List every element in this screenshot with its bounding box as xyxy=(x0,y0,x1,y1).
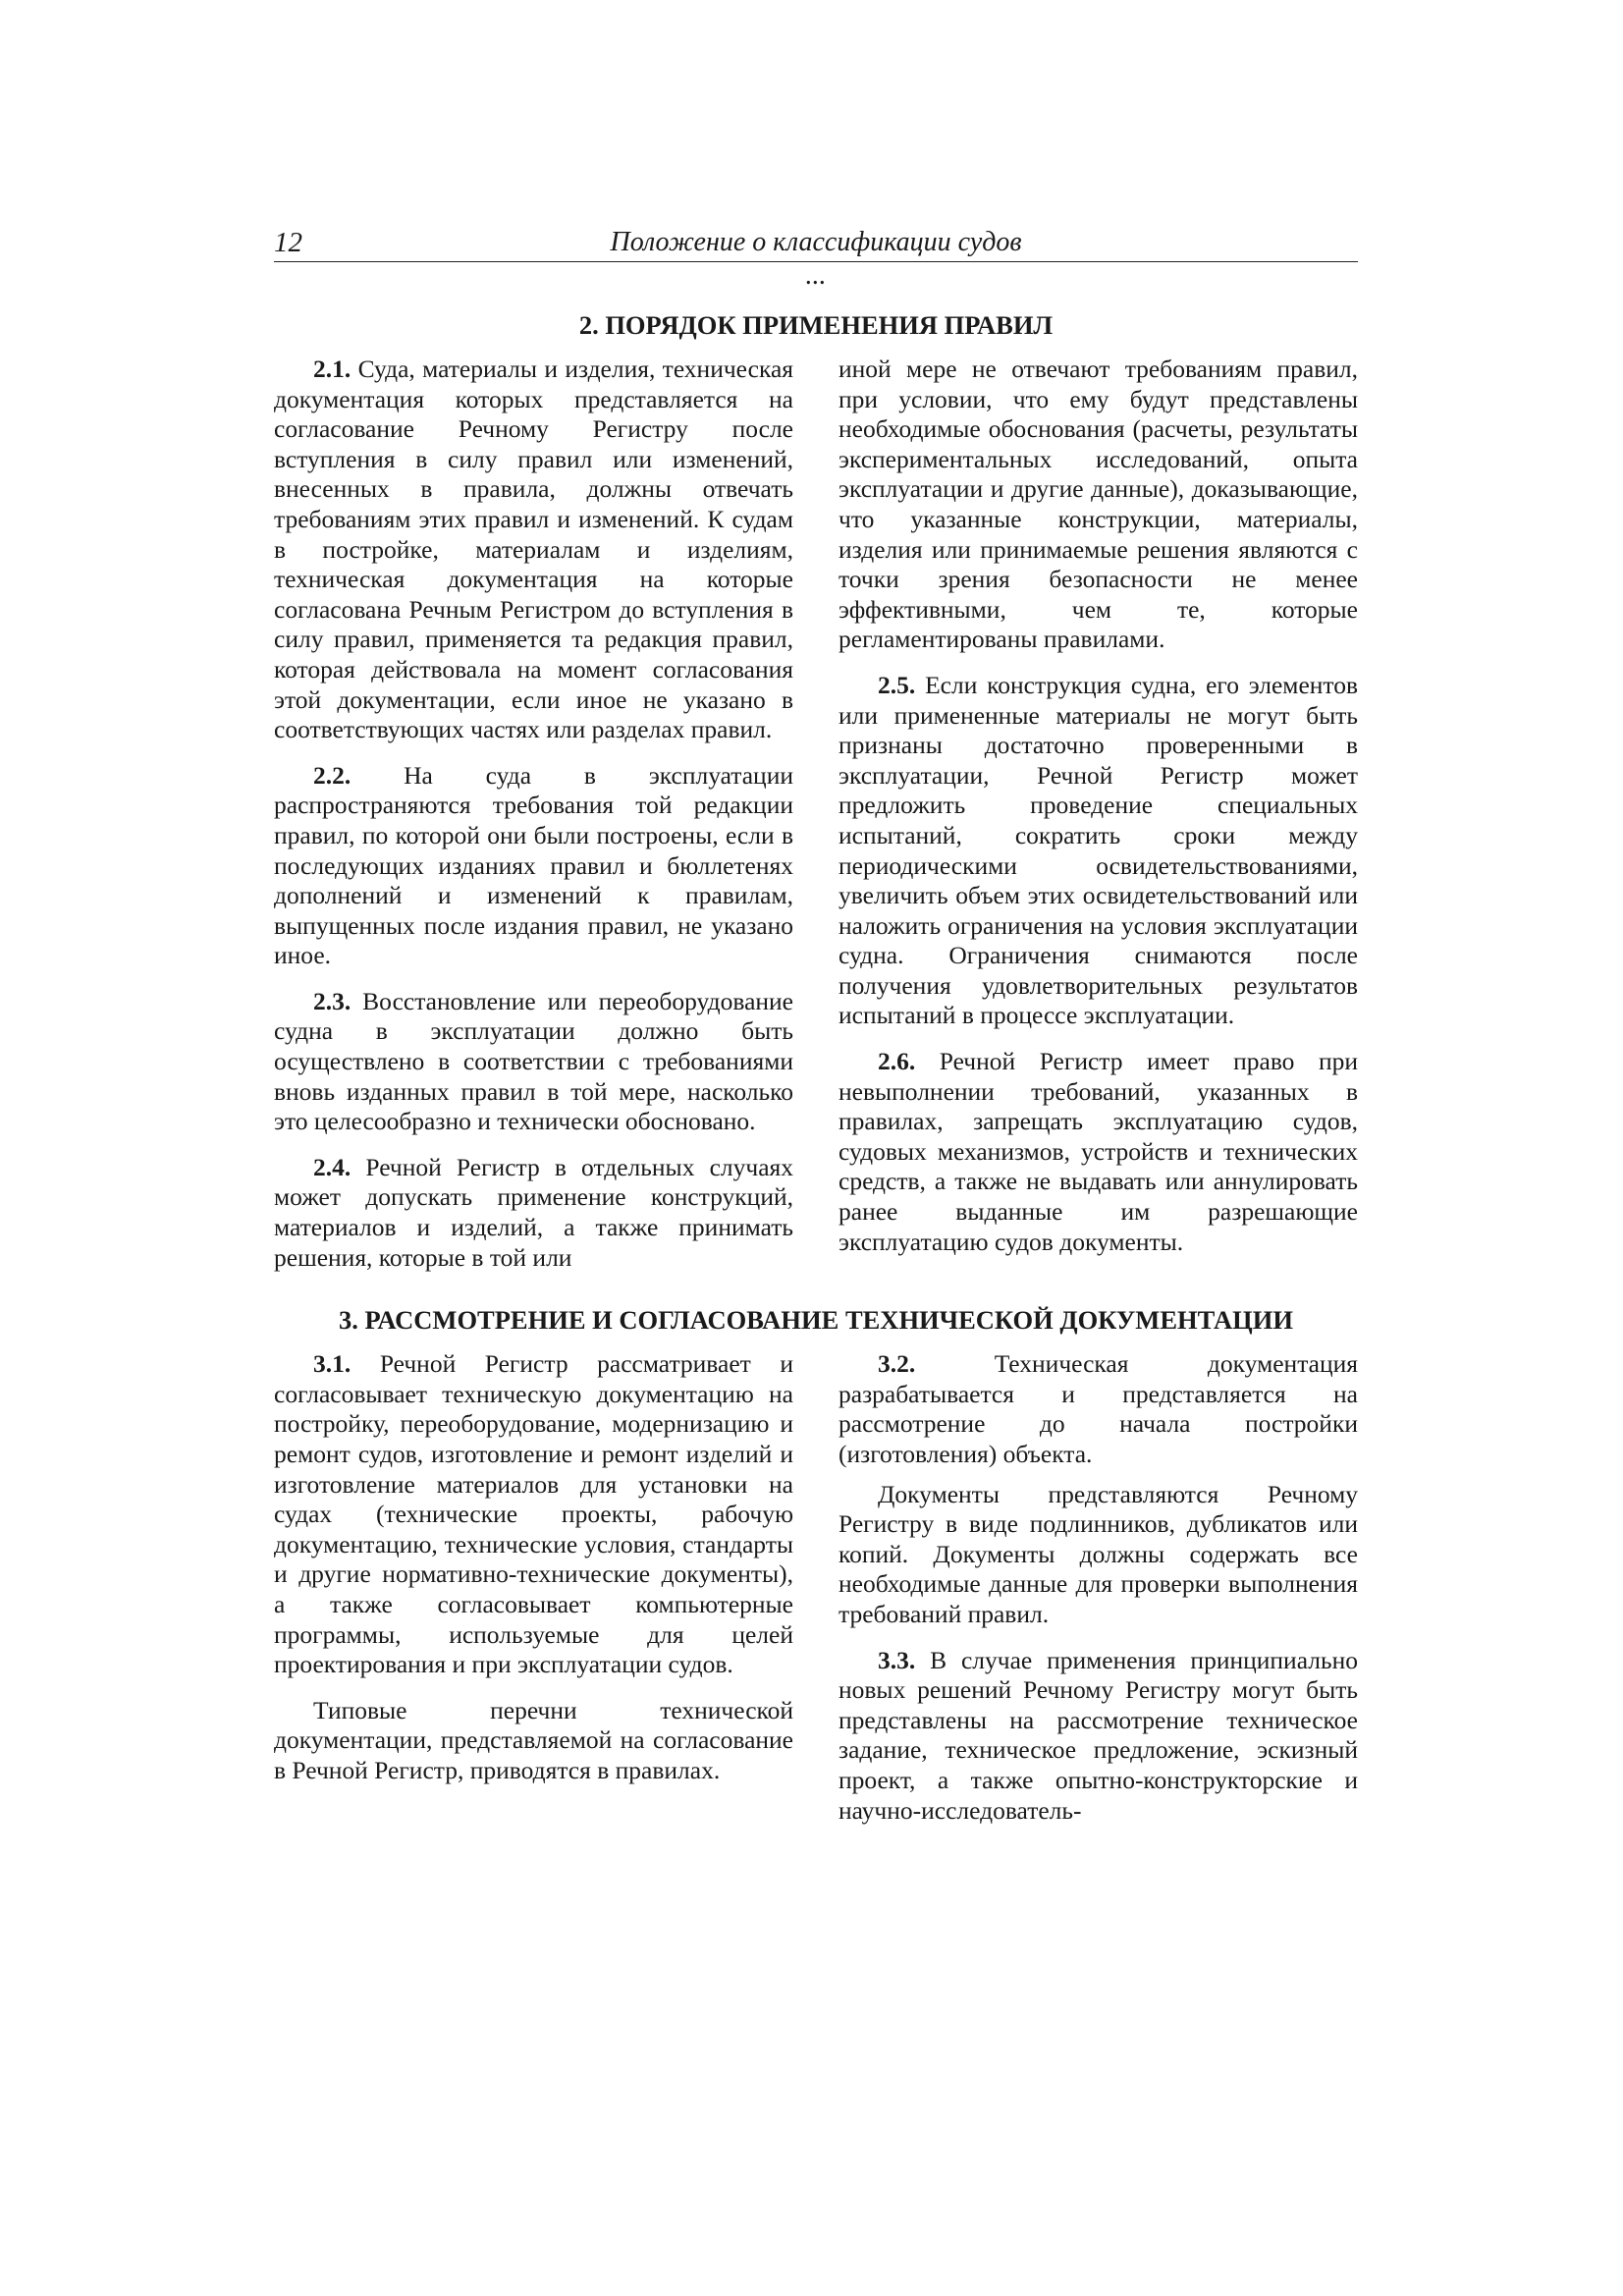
paragraph-2-3 xyxy=(274,987,793,1137)
document-page xyxy=(274,226,1358,1826)
clause-text: Суда, материалы и изделия, техническая документация которых представляется на согласование Речному Регистру после вступления в силу правил или изменений, внесенных в правила, должны отвечать требованиям этих правил и изменений. К судам в постройке, материалам и изделиям, техническая документация на которые согласована Речным Регистром до вступления в силу правил, применяется та редакция правил, которая действовала на момент согласования этой документации, если иное не указано в соответствующих частях или разделах правил. xyxy=(274,355,793,744)
paragraph-2-4-continued: иной мере не отвечают требованиям правил, при условии, что ему будут представлены необходимые обоснования (расчеты, результаты экспериментальных исследований, опыта эксплуатации и другие данные), доказывающие, что указанные конструкции, материалы, изделия или принимаемые решения являются с точки зрения безопасности не менее эффективными, чем те, которые регламентированы правилами. xyxy=(839,355,1358,654)
clause-text: Восстановление или переоборудование судна в эксплуатации должно быть осуществлено в соответствии с требованиями вновь изданных правил в той мере, насколько это целесообразно и технически обосновано. xyxy=(274,986,794,1136)
clause-number: 3.1. xyxy=(313,1349,352,1379)
right-column xyxy=(839,355,1358,1273)
left-column xyxy=(274,1349,793,1826)
clause-number: 2.5. xyxy=(878,670,916,699)
clause-text: На суда в эксплуатации распространяются требования той редакции правил, по которой они были построены, если в последующих изданиях правил и бюллетенях дополнений и изменений к правилам, выпущенных после издания правил, не указано иное. xyxy=(274,760,793,970)
paragraph-2-5 xyxy=(839,671,1358,1031)
paragraph-2-6 xyxy=(839,1047,1358,1257)
paragraph-2-2 xyxy=(274,761,793,971)
paragraph-3-3 xyxy=(839,1646,1358,1827)
clause-number: 3.2. xyxy=(878,1349,916,1379)
paragraph-3-2-b: Документы представляются Речному Регистру в виде подлинников, дубликатов или копий. Документы должны содержать все необходимые данные для проверки выполнения требований правил. xyxy=(839,1479,1358,1628)
clause-text: Если конструкция судна, его элементов или примененные материалы не могут быть признаны достаточно проверенными в эксплуатации, Речной Регистр может предложить проведение специальных испытаний, сократить сроки между периодическими освидетельствованиями, увеличить объем этих освидетельствований или наложить ограничения на условия эксплуатации судна. Ограничения снимаются после получения удовлетворительных результатов испытаний в процессе эксплуатации. xyxy=(839,670,1359,1030)
clause-number: 2.1. xyxy=(313,355,352,383)
section-2-columns xyxy=(274,355,1358,1273)
clause-text: Речной Регистр рассматривает и согласовывает техническую документацию на постройку, переоборудование, модернизацию и ремонт судов, изготовление и ремонт изделий и изготовление материалов для установки на судах (технические проекты, рабочую документацию, технические условия, стандарты и другие нормативно-технические документы), а также согласовывает компьютерные программы, используемые для целей проектирования и при эксплуатации судов. xyxy=(274,1349,793,1679)
right-column xyxy=(839,1349,1358,1826)
section-3-columns xyxy=(274,1349,1358,1826)
clause-text: Речной Регистр имеет право при невыполнении требований, указанных в правилах, запрещать эксплуатацию судов, судовых механизмов, устройств и технических средств, а также не выдавать или аннулировать ранее выданные им разрешающие эксплуатацию судов документы. xyxy=(839,1047,1358,1256)
clause-number: 3.3. xyxy=(878,1645,916,1674)
clause-text: Техническая документация разрабатывается и представляется на рассмотрение до начала постройки (изготовления) объекта. xyxy=(839,1349,1358,1468)
paragraph-2-1 xyxy=(274,355,793,745)
section-2-heading: 2. ПОРЯДОК ПРИМЕНЕНИЯ ПРАВИЛ xyxy=(578,310,1054,340)
paragraph-3-1 xyxy=(274,1349,793,1680)
page-number: 12 xyxy=(274,227,302,258)
paragraph-3-1-b: Типовые перечни технической документации, представляемой на согласование в Речной Регистр, приводятся в правилах. xyxy=(274,1695,793,1784)
section-3-heading: 3. РАССМОТРЕНИЕ И СОГЛАСОВАНИЕ ТЕХНИЧЕСКОЙ ДОКУМЕНТАЦИИ xyxy=(339,1305,1293,1336)
clause-number: 2.2. xyxy=(313,760,352,790)
clause-number: 2.3. xyxy=(313,986,352,1015)
paragraph-2-4 xyxy=(274,1153,793,1273)
paragraph-3-2 xyxy=(839,1349,1358,1469)
left-column xyxy=(274,355,793,1273)
running-header xyxy=(274,226,1358,291)
clause-text: В случае применения принципиально новых решений Речному Регистру могут быть представлены на рассмотрение техническое задание, техническое предложение, эскизный проект, а также опытно-конструкторские и научно-исследователь- xyxy=(839,1645,1358,1825)
clause-text: Речной Регистр в отдельных случаях может допускать применение конструкций, материалов и изделий, а также принимать решения, которые в той или xyxy=(274,1152,793,1272)
clause-number: 2.6. xyxy=(878,1047,916,1076)
running-title: Положение о классификации судов ... xyxy=(610,227,1022,291)
clause-number: 2.4. xyxy=(313,1152,352,1181)
